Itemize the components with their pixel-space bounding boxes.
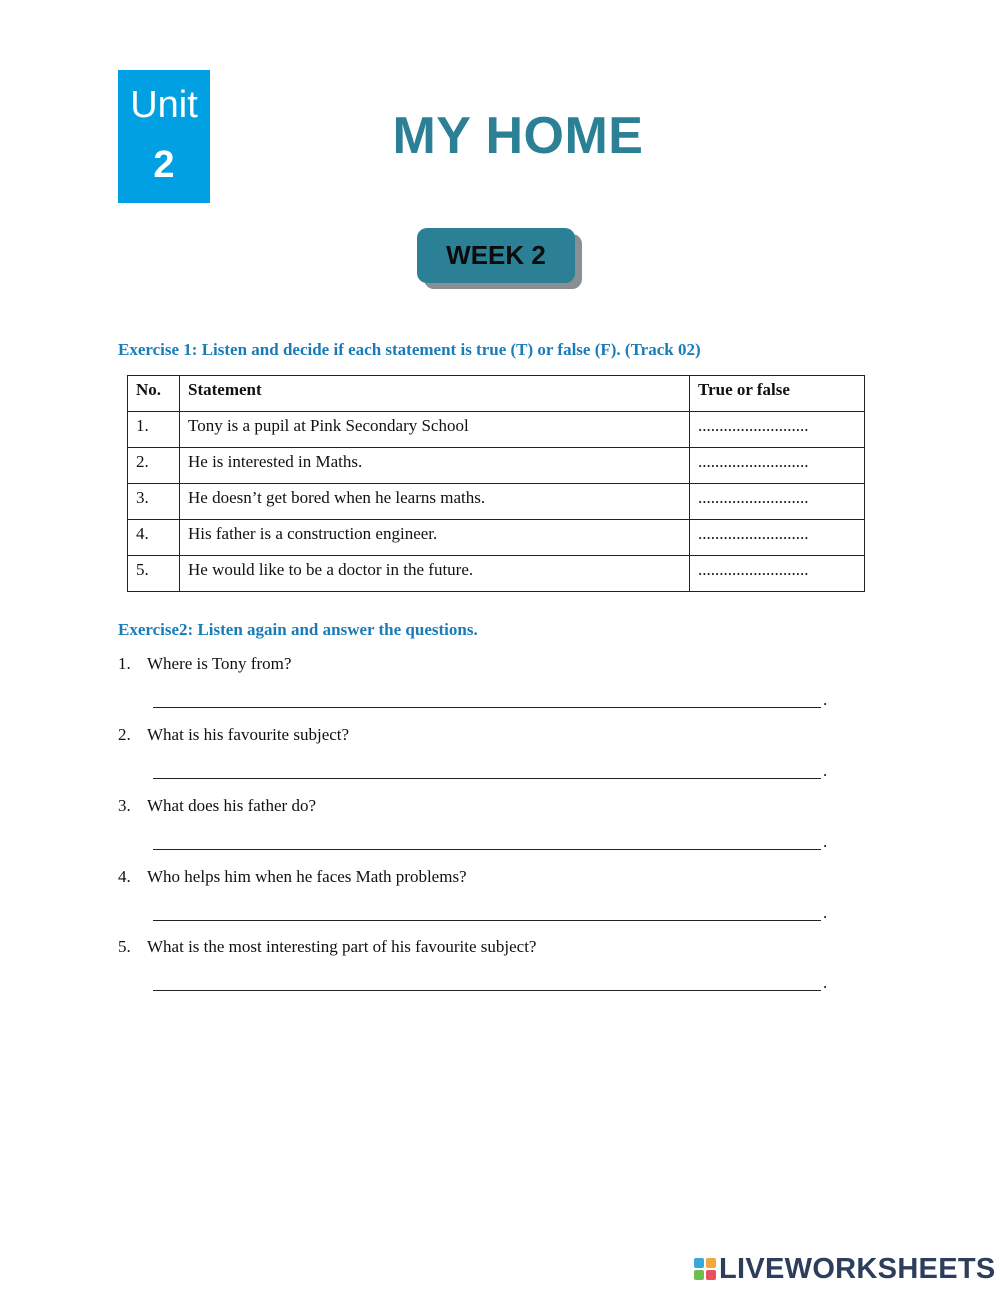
row-statement: Tony is a pupil at Pink Secondary School (180, 412, 690, 448)
table-header-row (128, 376, 865, 412)
question-text: Where is Tony from? (147, 654, 292, 673)
question-5 (118, 937, 536, 957)
table-row (128, 484, 865, 520)
question-number: 5. (118, 937, 131, 956)
unit-number: 2 (153, 144, 175, 186)
answer-field[interactable]: .......................... (690, 520, 865, 556)
table-row (128, 520, 865, 556)
week-badge: WEEK 2 (417, 228, 575, 283)
header-true-false: True or false (690, 376, 865, 412)
row-number: 4. (128, 520, 180, 556)
header-no: No. (128, 376, 180, 412)
exercise2-title: Exercise2: Listen again and answer the questions. (118, 620, 478, 639)
row-statement: He is interested in Maths. (180, 448, 690, 484)
answer-line-2[interactable] (153, 778, 821, 779)
exercise1-title: Exercise 1: Listen and decide if each statement is true (T) or false (F). (Track 02) (118, 340, 701, 359)
logo-grid-icon (694, 1258, 716, 1280)
answer-line-4[interactable] (153, 920, 821, 921)
answer-end-dot: . (823, 903, 828, 922)
answer-field[interactable]: .......................... (690, 556, 865, 592)
answer-end-dot: . (823, 973, 828, 992)
answer-field[interactable]: .......................... (690, 484, 865, 520)
answer-end-dot: . (823, 832, 828, 851)
row-statement: He doesn’t get bored when he learns maths. (180, 484, 690, 520)
row-number: 1. (128, 412, 180, 448)
answer-line-1[interactable] (153, 707, 821, 708)
header-statement: Statement (180, 376, 690, 412)
answer-line-3[interactable] (153, 849, 821, 850)
question-text: What does his father do? (147, 796, 316, 815)
question-number: 3. (118, 796, 131, 815)
table-row (128, 412, 865, 448)
table-row (128, 448, 865, 484)
question-1 (118, 654, 291, 674)
row-statement: He would like to be a doctor in the future. (180, 556, 690, 592)
question-4 (118, 867, 467, 887)
page-title: MY HOME (392, 107, 644, 165)
answer-line-5[interactable] (153, 990, 821, 991)
question-2 (118, 725, 349, 745)
statements-table (127, 375, 865, 592)
row-number: 2. (128, 448, 180, 484)
answer-field[interactable]: .......................... (690, 448, 865, 484)
liveworksheets-logo[interactable] (694, 1254, 996, 1284)
question-text: Who helps him when he faces Math problems? (147, 867, 467, 886)
question-text: What is the most interesting part of his favourite subject? (147, 937, 537, 956)
row-statement: His father is a construction engineer. (180, 520, 690, 556)
row-number: 5. (128, 556, 180, 592)
question-number: 1. (118, 654, 131, 673)
unit-label: Unit (130, 84, 198, 126)
question-number: 2. (118, 725, 131, 744)
question-3 (118, 796, 316, 816)
answer-field[interactable]: .......................... (690, 412, 865, 448)
logo-text: LIVEWORKSHEETS (719, 1252, 996, 1285)
answer-end-dot: . (823, 761, 828, 780)
answer-end-dot: . (823, 690, 828, 709)
row-number: 3. (128, 484, 180, 520)
question-number: 4. (118, 867, 131, 886)
table-row (128, 556, 865, 592)
question-text: What is his favourite subject? (147, 725, 350, 744)
